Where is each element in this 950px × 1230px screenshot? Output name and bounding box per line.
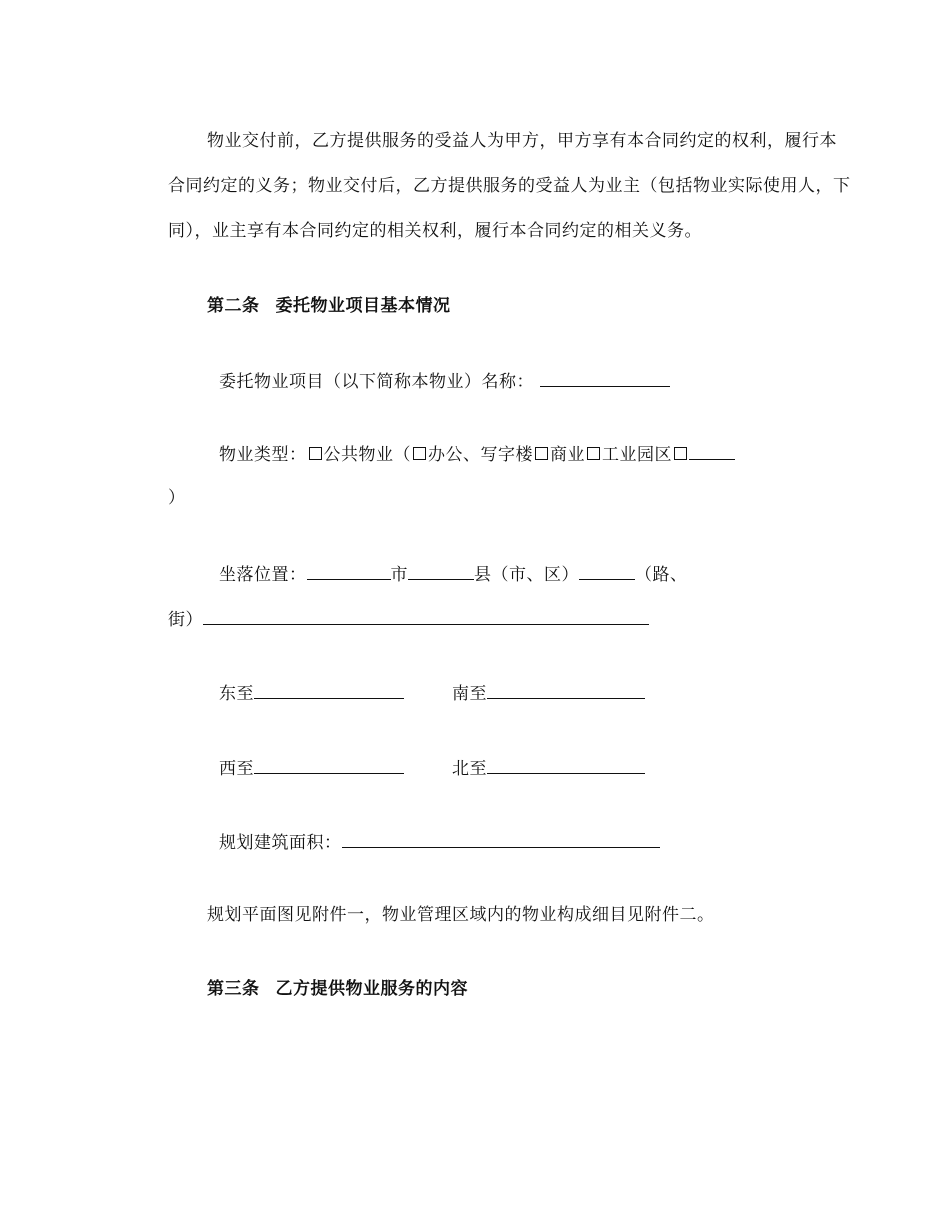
location-row	[219, 561, 688, 587]
north-boundary-row	[452, 755, 645, 781]
office-label: 办公、写字楼	[428, 445, 533, 465]
intro-line-1: 物业交付前，乙方提供服务的受益人为甲方，甲方享有本合同约定的权利，履行本	[207, 131, 837, 151]
article-3-title: 乙方提供物业服务的内容	[275, 979, 468, 999]
road-suffix: （路、	[635, 565, 688, 585]
article-3-number: 第三条	[207, 979, 260, 999]
county-suffix: 县（市、区）	[474, 565, 579, 585]
north-boundary-field[interactable]	[487, 755, 645, 774]
intro-line-3: 同），业主享有本合同约定的相关权利，履行本合同约定的相关义务。	[168, 221, 702, 241]
location-label: 坐落位置：	[219, 565, 307, 585]
article-2-heading	[207, 294, 451, 318]
county-field[interactable]	[408, 561, 474, 580]
intro-line-2: 合同约定的义务；物业交付后，乙方提供服务的受益人为业主（包括物业实际使用人，下	[168, 176, 851, 196]
east-boundary-row	[219, 680, 404, 706]
street-row	[168, 606, 649, 632]
article-2-title: 委托物业项目基本情况	[275, 296, 451, 316]
city-suffix: 市	[390, 565, 408, 585]
commercial-checkbox[interactable]	[535, 447, 548, 460]
article-3-heading	[207, 977, 468, 1001]
property-name-row	[219, 368, 670, 394]
north-boundary-label: 北至	[452, 759, 487, 779]
industrial-park-checkbox[interactable]	[587, 447, 600, 460]
public-property-label: 公共物业（	[323, 445, 411, 465]
planned-area-field[interactable]	[342, 829, 660, 848]
south-boundary-field[interactable]	[487, 680, 645, 699]
east-boundary-field[interactable]	[254, 680, 404, 699]
article-2-number: 第二条	[207, 296, 260, 316]
other-type-field[interactable]	[689, 441, 735, 460]
south-boundary-label: 南至	[452, 684, 487, 704]
plan-note: 规划平面图见附件一，物业管理区域内的物业构成细目见附件二。	[207, 905, 715, 925]
other-type-checkbox[interactable]	[674, 447, 687, 460]
office-checkbox[interactable]	[413, 447, 426, 460]
city-field[interactable]	[307, 561, 391, 580]
planned-area-row	[219, 829, 660, 855]
property-type-row	[219, 441, 735, 467]
road-field[interactable]	[579, 561, 635, 580]
west-boundary-row	[219, 755, 404, 781]
street-suffix: 街）	[168, 610, 203, 630]
industrial-park-label: 工业园区	[602, 445, 672, 465]
street-field[interactable]	[203, 606, 649, 625]
south-boundary-row	[452, 680, 645, 706]
property-type-label: 物业类型：	[219, 445, 307, 465]
west-boundary-label: 西至	[219, 759, 254, 779]
east-boundary-label: 东至	[219, 684, 254, 704]
planned-area-label: 规划建筑面积：	[219, 833, 342, 853]
property-name-label: 委托物业项目（以下简称本物业）名称：	[219, 372, 534, 392]
property-name-field[interactable]	[540, 368, 670, 387]
property-type-close-paren: ）	[168, 488, 186, 508]
commercial-label: 商业	[550, 445, 585, 465]
west-boundary-field[interactable]	[254, 755, 404, 774]
public-property-checkbox[interactable]	[309, 447, 322, 460]
